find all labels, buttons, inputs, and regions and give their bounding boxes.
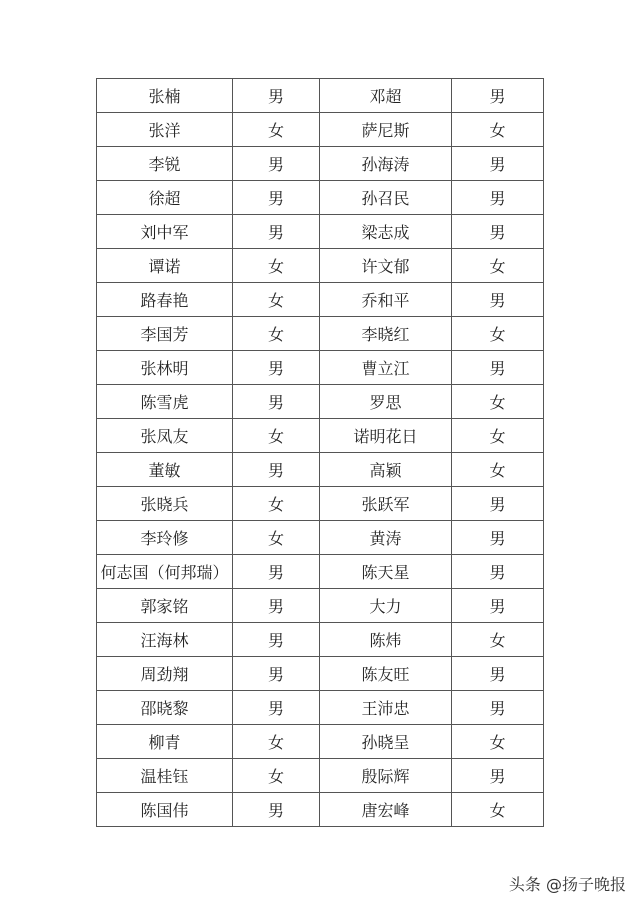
gender-cell: 男 bbox=[452, 589, 544, 623]
gender-cell: 女 bbox=[233, 419, 320, 453]
name-cell: 王沛忠 bbox=[320, 691, 452, 725]
roster-table bbox=[96, 78, 544, 827]
name-cell: 殷际辉 bbox=[320, 759, 452, 793]
table-row bbox=[97, 623, 544, 657]
gender-cell: 男 bbox=[452, 79, 544, 113]
table-row bbox=[97, 317, 544, 351]
table-row bbox=[97, 385, 544, 419]
table-row bbox=[97, 181, 544, 215]
gender-cell: 女 bbox=[233, 283, 320, 317]
gender-cell: 女 bbox=[233, 487, 320, 521]
name-cell: 刘中军 bbox=[97, 215, 233, 249]
gender-cell: 女 bbox=[452, 793, 544, 827]
table-row bbox=[97, 487, 544, 521]
gender-cell: 男 bbox=[452, 521, 544, 555]
gender-cell: 女 bbox=[233, 759, 320, 793]
name-cell: 邵晓黎 bbox=[97, 691, 233, 725]
table-row bbox=[97, 589, 544, 623]
name-cell: 李玲修 bbox=[97, 521, 233, 555]
name-cell: 李晓红 bbox=[320, 317, 452, 351]
gender-cell: 女 bbox=[452, 317, 544, 351]
gender-cell: 女 bbox=[452, 453, 544, 487]
gender-cell: 男 bbox=[452, 555, 544, 589]
roster-table-body bbox=[97, 79, 544, 827]
gender-cell: 男 bbox=[233, 181, 320, 215]
gender-cell: 男 bbox=[233, 555, 320, 589]
gender-cell: 女 bbox=[452, 113, 544, 147]
watermark-text: 头条 @扬子晚报 bbox=[508, 875, 626, 894]
name-cell: 萨尼斯 bbox=[320, 113, 452, 147]
table-row bbox=[97, 691, 544, 725]
gender-cell: 男 bbox=[233, 79, 320, 113]
table-row bbox=[97, 419, 544, 453]
name-cell: 罗思 bbox=[320, 385, 452, 419]
name-cell: 许文郁 bbox=[320, 249, 452, 283]
gender-cell: 男 bbox=[233, 589, 320, 623]
table-row bbox=[97, 113, 544, 147]
table-row bbox=[97, 351, 544, 385]
table-row bbox=[97, 555, 544, 589]
name-cell: 邓超 bbox=[320, 79, 452, 113]
gender-cell: 男 bbox=[452, 215, 544, 249]
gender-cell: 女 bbox=[452, 419, 544, 453]
table-row bbox=[97, 793, 544, 827]
name-cell: 路春艳 bbox=[97, 283, 233, 317]
name-cell: 张跃军 bbox=[320, 487, 452, 521]
name-cell: 大力 bbox=[320, 589, 452, 623]
gender-cell: 女 bbox=[233, 249, 320, 283]
name-cell: 孙海涛 bbox=[320, 147, 452, 181]
name-cell: 柳青 bbox=[97, 725, 233, 759]
name-cell: 李锐 bbox=[97, 147, 233, 181]
name-cell: 陈雪虎 bbox=[97, 385, 233, 419]
name-cell: 陈友旺 bbox=[320, 657, 452, 691]
gender-cell: 男 bbox=[452, 759, 544, 793]
gender-cell: 女 bbox=[452, 623, 544, 657]
gender-cell: 女 bbox=[452, 249, 544, 283]
table-row bbox=[97, 453, 544, 487]
name-cell: 张洋 bbox=[97, 113, 233, 147]
name-cell: 孙召民 bbox=[320, 181, 452, 215]
gender-cell: 男 bbox=[233, 351, 320, 385]
gender-cell: 男 bbox=[452, 657, 544, 691]
name-cell: 黄涛 bbox=[320, 521, 452, 555]
gender-cell: 男 bbox=[452, 283, 544, 317]
gender-cell: 女 bbox=[233, 521, 320, 555]
table-row bbox=[97, 521, 544, 555]
name-cell: 孙晓呈 bbox=[320, 725, 452, 759]
gender-cell: 男 bbox=[233, 657, 320, 691]
gender-cell: 女 bbox=[233, 725, 320, 759]
name-cell: 陈炜 bbox=[320, 623, 452, 657]
table-row bbox=[97, 657, 544, 691]
name-cell: 诺明花日 bbox=[320, 419, 452, 453]
gender-cell: 男 bbox=[233, 385, 320, 419]
name-cell: 温桂钰 bbox=[97, 759, 233, 793]
name-cell: 汪海林 bbox=[97, 623, 233, 657]
gender-cell: 男 bbox=[452, 147, 544, 181]
gender-cell: 男 bbox=[452, 351, 544, 385]
table-row bbox=[97, 147, 544, 181]
name-cell: 梁志成 bbox=[320, 215, 452, 249]
name-cell: 唐宏峰 bbox=[320, 793, 452, 827]
gender-cell: 女 bbox=[233, 317, 320, 351]
gender-cell: 女 bbox=[452, 725, 544, 759]
gender-cell: 男 bbox=[233, 453, 320, 487]
gender-cell: 男 bbox=[452, 487, 544, 521]
name-cell: 郭家铭 bbox=[97, 589, 233, 623]
name-cell: 徐超 bbox=[97, 181, 233, 215]
gender-cell: 男 bbox=[452, 691, 544, 725]
name-cell: 谭诺 bbox=[97, 249, 233, 283]
table-row bbox=[97, 249, 544, 283]
name-cell: 陈国伟 bbox=[97, 793, 233, 827]
gender-cell: 男 bbox=[233, 147, 320, 181]
name-cell: 周劲翔 bbox=[97, 657, 233, 691]
table-row bbox=[97, 215, 544, 249]
gender-cell: 女 bbox=[452, 385, 544, 419]
name-cell: 曹立江 bbox=[320, 351, 452, 385]
gender-cell: 男 bbox=[233, 793, 320, 827]
name-cell: 乔和平 bbox=[320, 283, 452, 317]
name-cell: 董敏 bbox=[97, 453, 233, 487]
table-row bbox=[97, 759, 544, 793]
name-cell: 何志国（何邦瑞） bbox=[97, 555, 233, 589]
gender-cell: 男 bbox=[233, 691, 320, 725]
name-cell: 张林明 bbox=[97, 351, 233, 385]
table-row bbox=[97, 283, 544, 317]
gender-cell: 男 bbox=[233, 623, 320, 657]
name-cell: 陈天星 bbox=[320, 555, 452, 589]
gender-cell: 女 bbox=[233, 113, 320, 147]
name-cell: 张晓兵 bbox=[97, 487, 233, 521]
name-cell: 张楠 bbox=[97, 79, 233, 113]
gender-cell: 男 bbox=[452, 181, 544, 215]
name-cell: 高颖 bbox=[320, 453, 452, 487]
name-cell: 张凤友 bbox=[97, 419, 233, 453]
gender-cell: 男 bbox=[233, 215, 320, 249]
table-row bbox=[97, 725, 544, 759]
table-row bbox=[97, 79, 544, 113]
name-cell: 李国芳 bbox=[97, 317, 233, 351]
